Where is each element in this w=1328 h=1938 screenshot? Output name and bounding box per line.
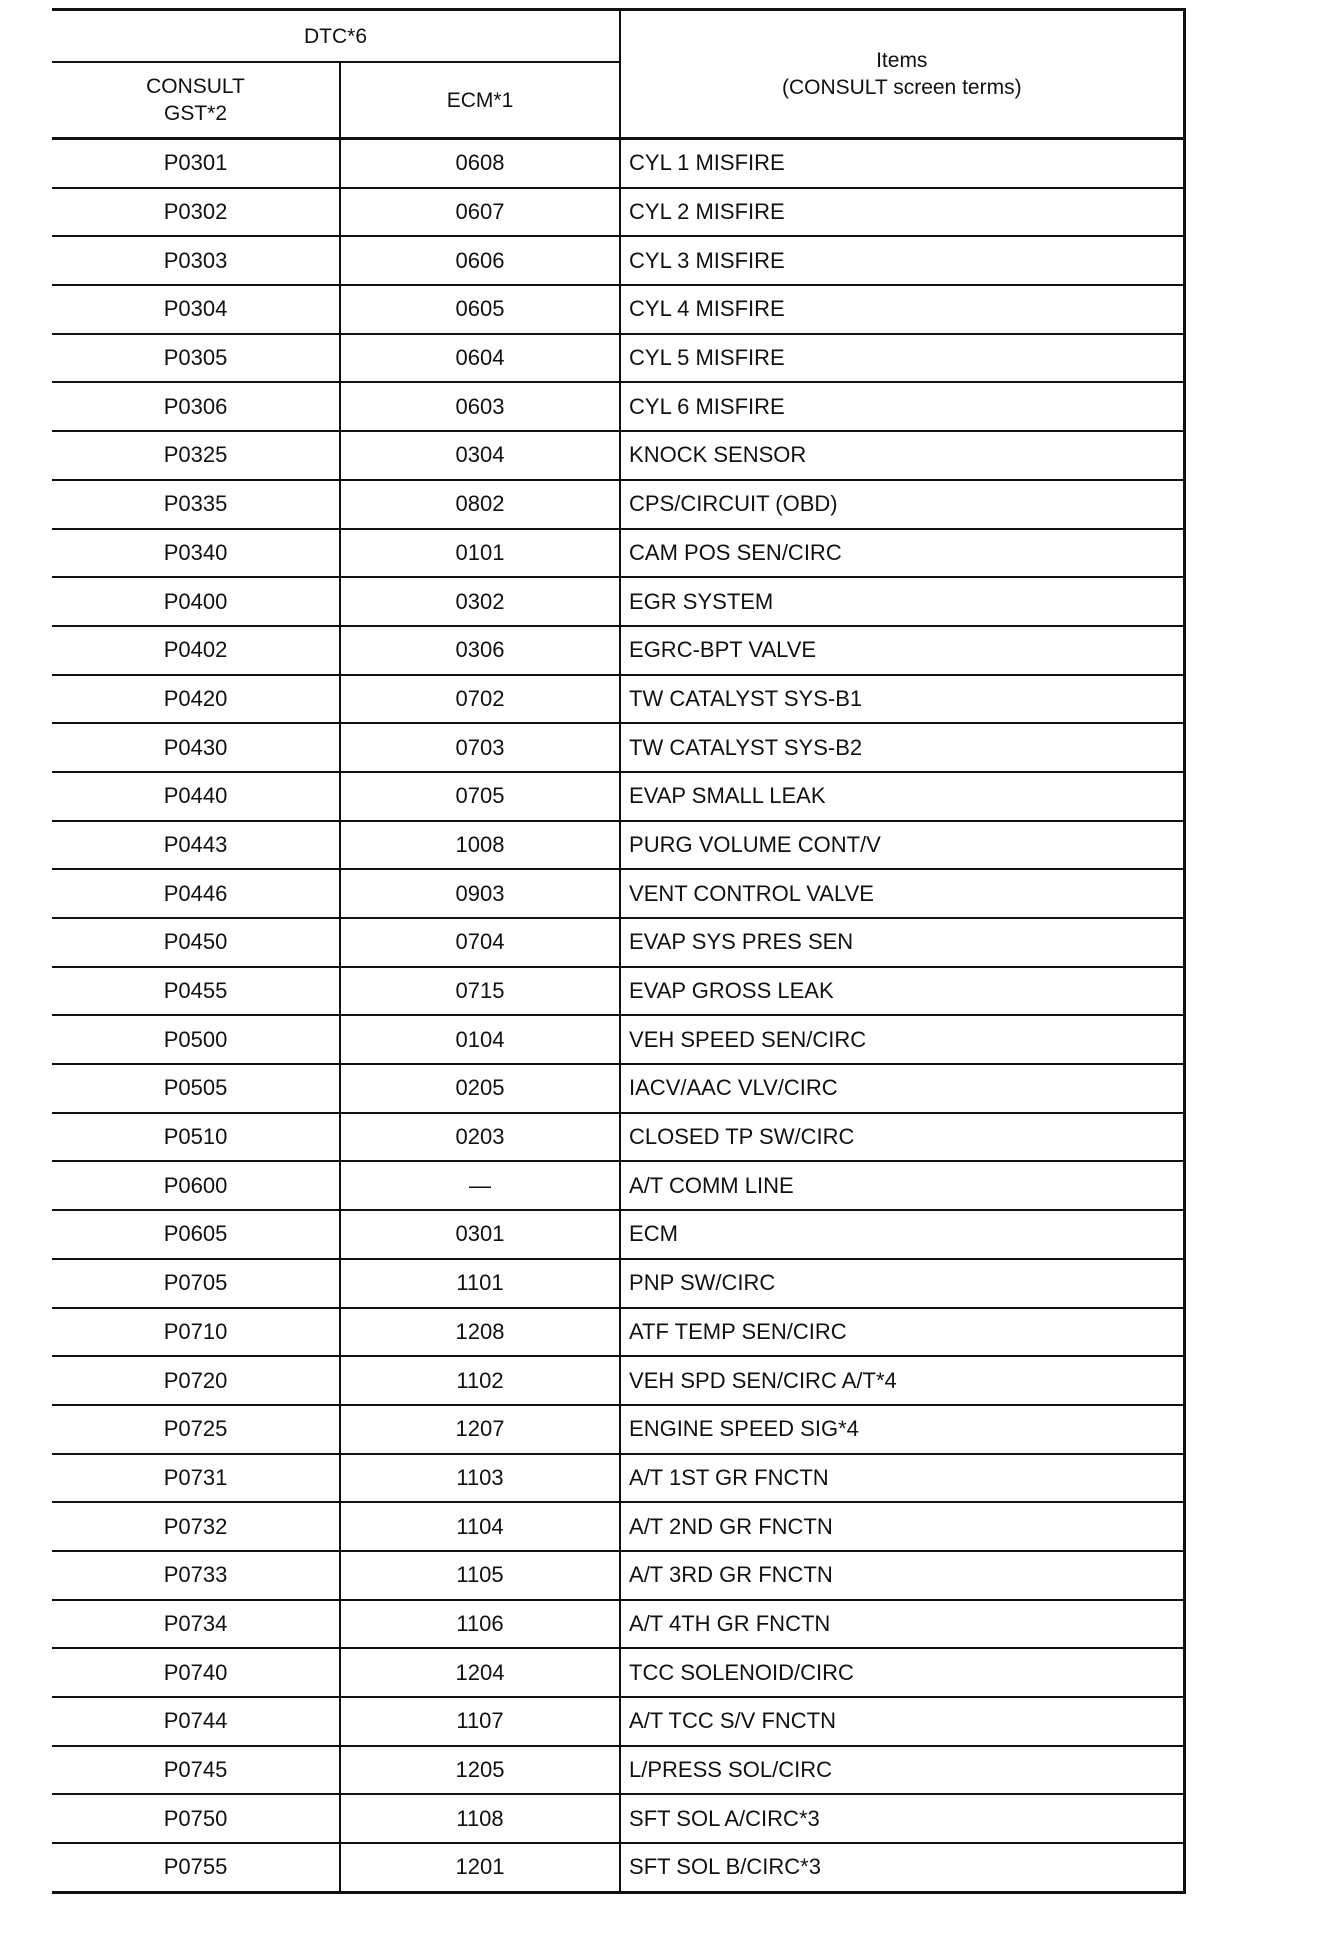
- consult-gst-code: P0303: [52, 236, 340, 285]
- consult-gst-header: [52, 62, 340, 139]
- item-term: CYL 4 MISFIRE: [620, 285, 1184, 334]
- table-body: [52, 139, 1184, 1893]
- table-row: [52, 529, 1184, 578]
- ecm-code: 0301: [340, 1210, 620, 1259]
- consult-gst-code: P0725: [52, 1405, 340, 1454]
- item-term: A/T 2ND GR FNCTN: [620, 1502, 1184, 1551]
- consult-gst-code: P0446: [52, 869, 340, 918]
- consult-gst-code: P0734: [52, 1600, 340, 1649]
- item-term: CYL 6 MISFIRE: [620, 382, 1184, 431]
- item-term: VENT CONTROL VALVE: [620, 869, 1184, 918]
- consult-gst-code: P0733: [52, 1551, 340, 1600]
- dtc-table: [52, 8, 1186, 1894]
- consult-gst-code: P0430: [52, 723, 340, 772]
- consult-gst-code: P0605: [52, 1210, 340, 1259]
- ecm-code: 0703: [340, 723, 620, 772]
- ecm-code: 0605: [340, 285, 620, 334]
- ecm-code: 1204: [340, 1648, 620, 1697]
- consult-gst-code: P0500: [52, 1015, 340, 1064]
- ecm-code: 0306: [340, 626, 620, 675]
- table-row: [52, 821, 1184, 870]
- ecm-code: 1207: [340, 1405, 620, 1454]
- ecm-code: 0715: [340, 967, 620, 1016]
- ecm-code: 0606: [340, 236, 620, 285]
- table-row: [52, 1308, 1184, 1357]
- ecm-code: 0101: [340, 529, 620, 578]
- item-term: ENGINE SPEED SIG*4: [620, 1405, 1184, 1454]
- table-row: [52, 1405, 1184, 1454]
- item-term: TW CATALYST SYS-B1: [620, 675, 1184, 724]
- table-row: [52, 1648, 1184, 1697]
- consult-gst-code: P0340: [52, 529, 340, 578]
- item-term: EVAP SMALL LEAK: [620, 772, 1184, 821]
- item-term: VEH SPD SEN/CIRC A/T*4: [620, 1356, 1184, 1405]
- ecm-code: 1201: [340, 1843, 620, 1892]
- table-row: [52, 967, 1184, 1016]
- item-term: PURG VOLUME CONT/V: [620, 821, 1184, 870]
- consult-gst-code: P0301: [52, 139, 340, 188]
- table-row: [52, 1746, 1184, 1795]
- table-row: [52, 1600, 1184, 1649]
- consult-gst-code: P0600: [52, 1161, 340, 1210]
- table-row: [52, 431, 1184, 480]
- table-row: [52, 334, 1184, 383]
- consult-gst-code: P0305: [52, 334, 340, 383]
- consult-gst-code: P0304: [52, 285, 340, 334]
- consult-gst-code: P0402: [52, 626, 340, 675]
- consult-gst-code: P0335: [52, 480, 340, 529]
- ecm-code: 0802: [340, 480, 620, 529]
- consult-gst-code: P0732: [52, 1502, 340, 1551]
- consult-gst-code: P0755: [52, 1843, 340, 1892]
- table-row: [52, 1356, 1184, 1405]
- consult-gst-code: P0720: [52, 1356, 340, 1405]
- table-row: [52, 1259, 1184, 1308]
- ecm-code: 1105: [340, 1551, 620, 1600]
- ecm-code: 1208: [340, 1308, 620, 1357]
- table-row: [52, 480, 1184, 529]
- items-header: [620, 10, 1184, 139]
- consult-gst-code: P0443: [52, 821, 340, 870]
- items-header-line1: Items: [876, 49, 928, 72]
- item-term: KNOCK SENSOR: [620, 431, 1184, 480]
- item-term: IACV/AAC VLV/CIRC: [620, 1064, 1184, 1113]
- ecm-code: 1205: [340, 1746, 620, 1795]
- item-term: CYL 2 MISFIRE: [620, 188, 1184, 237]
- ecm-code: 0903: [340, 869, 620, 918]
- table-row: [52, 382, 1184, 431]
- table-row: [52, 1015, 1184, 1064]
- table-row: [52, 236, 1184, 285]
- item-term: SFT SOL A/CIRC*3: [620, 1794, 1184, 1843]
- ecm-code: 1106: [340, 1600, 620, 1649]
- item-term: CLOSED TP SW/CIRC: [620, 1113, 1184, 1162]
- table-row: [52, 1113, 1184, 1162]
- item-term: L/PRESS SOL/CIRC: [620, 1746, 1184, 1795]
- ecm-header: ECM*1: [340, 62, 620, 139]
- consult-gst-code: P0705: [52, 1259, 340, 1308]
- table-row: [52, 723, 1184, 772]
- consult-gst-code: P0440: [52, 772, 340, 821]
- consult-gst-code: P0505: [52, 1064, 340, 1113]
- ecm-code: —: [340, 1161, 620, 1210]
- table-row: [52, 577, 1184, 626]
- ecm-code: 1101: [340, 1259, 620, 1308]
- table-row: [52, 918, 1184, 967]
- table-row: [52, 1161, 1184, 1210]
- table-row: [52, 675, 1184, 724]
- item-term: CAM POS SEN/CIRC: [620, 529, 1184, 578]
- ecm-code: 0304: [340, 431, 620, 480]
- ecm-code: 0604: [340, 334, 620, 383]
- consult-gst-code: P0302: [52, 188, 340, 237]
- items-header-line2: (CONSULT screen terms): [781, 76, 1022, 99]
- item-term: A/T 3RD GR FNCTN: [620, 1551, 1184, 1600]
- consult-gst-code: P0744: [52, 1697, 340, 1746]
- table-row: [52, 772, 1184, 821]
- ecm-code: 0302: [340, 577, 620, 626]
- ecm-code: 0203: [340, 1113, 620, 1162]
- header-row-top: [52, 10, 1184, 63]
- item-term: ECM: [620, 1210, 1184, 1259]
- item-term: EGR SYSTEM: [620, 577, 1184, 626]
- table-row: [52, 1794, 1184, 1843]
- table-row: [52, 139, 1184, 188]
- consult-header-line1: CONSULT: [146, 75, 245, 98]
- ecm-code: 0702: [340, 675, 620, 724]
- ecm-code: 0205: [340, 1064, 620, 1113]
- consult-gst-code: P0710: [52, 1308, 340, 1357]
- table-row: [52, 626, 1184, 675]
- item-term: SFT SOL B/CIRC*3: [620, 1843, 1184, 1892]
- ecm-code: 1008: [340, 821, 620, 870]
- table-header: [52, 10, 1184, 139]
- item-term: TW CATALYST SYS-B2: [620, 723, 1184, 772]
- item-term: A/T 1ST GR FNCTN: [620, 1454, 1184, 1503]
- item-term: EVAP GROSS LEAK: [620, 967, 1184, 1016]
- item-term: VEH SPEED SEN/CIRC: [620, 1015, 1184, 1064]
- item-term: EGRC-BPT VALVE: [620, 626, 1184, 675]
- consult-gst-code: P0450: [52, 918, 340, 967]
- table-row: [52, 1064, 1184, 1113]
- table-row: [52, 285, 1184, 334]
- item-term: EVAP SYS PRES SEN: [620, 918, 1184, 967]
- ecm-code: 0104: [340, 1015, 620, 1064]
- ecm-code: 1102: [340, 1356, 620, 1405]
- ecm-code: 1107: [340, 1697, 620, 1746]
- table-row: [52, 188, 1184, 237]
- ecm-code: 0607: [340, 188, 620, 237]
- consult-gst-code: P0400: [52, 577, 340, 626]
- item-term: CYL 3 MISFIRE: [620, 236, 1184, 285]
- table-row: [52, 1454, 1184, 1503]
- item-term: CPS/CIRCUIT (OBD): [620, 480, 1184, 529]
- consult-gst-code: P0510: [52, 1113, 340, 1162]
- dtc-group-header: DTC*6: [52, 10, 620, 63]
- item-term: A/T TCC S/V FNCTN: [620, 1697, 1184, 1746]
- item-term: PNP SW/CIRC: [620, 1259, 1184, 1308]
- ecm-code: 0603: [340, 382, 620, 431]
- item-term: CYL 5 MISFIRE: [620, 334, 1184, 383]
- table-row: [52, 869, 1184, 918]
- ecm-code: 0705: [340, 772, 620, 821]
- table-row: [52, 1502, 1184, 1551]
- table-row: [52, 1210, 1184, 1259]
- consult-gst-code: P0420: [52, 675, 340, 724]
- ecm-code: 1103: [340, 1454, 620, 1503]
- consult-gst-code: P0325: [52, 431, 340, 480]
- consult-gst-code: P0740: [52, 1648, 340, 1697]
- consult-gst-code: P0745: [52, 1746, 340, 1795]
- consult-gst-code: P0750: [52, 1794, 340, 1843]
- consult-header-line2: GST*2: [163, 102, 228, 125]
- consult-gst-code: P0731: [52, 1454, 340, 1503]
- item-term: ATF TEMP SEN/CIRC: [620, 1308, 1184, 1357]
- ecm-code: 1104: [340, 1502, 620, 1551]
- ecm-code: 1108: [340, 1794, 620, 1843]
- ecm-code: 0704: [340, 918, 620, 967]
- item-term: TCC SOLENOID/CIRC: [620, 1648, 1184, 1697]
- item-term: A/T 4TH GR FNCTN: [620, 1600, 1184, 1649]
- table-row: [52, 1843, 1184, 1892]
- item-term: CYL 1 MISFIRE: [620, 139, 1184, 188]
- table-row: [52, 1551, 1184, 1600]
- consult-gst-code: P0306: [52, 382, 340, 431]
- table-row: [52, 1697, 1184, 1746]
- consult-gst-code: P0455: [52, 967, 340, 1016]
- item-term: A/T COMM LINE: [620, 1161, 1184, 1210]
- ecm-code: 0608: [340, 139, 620, 188]
